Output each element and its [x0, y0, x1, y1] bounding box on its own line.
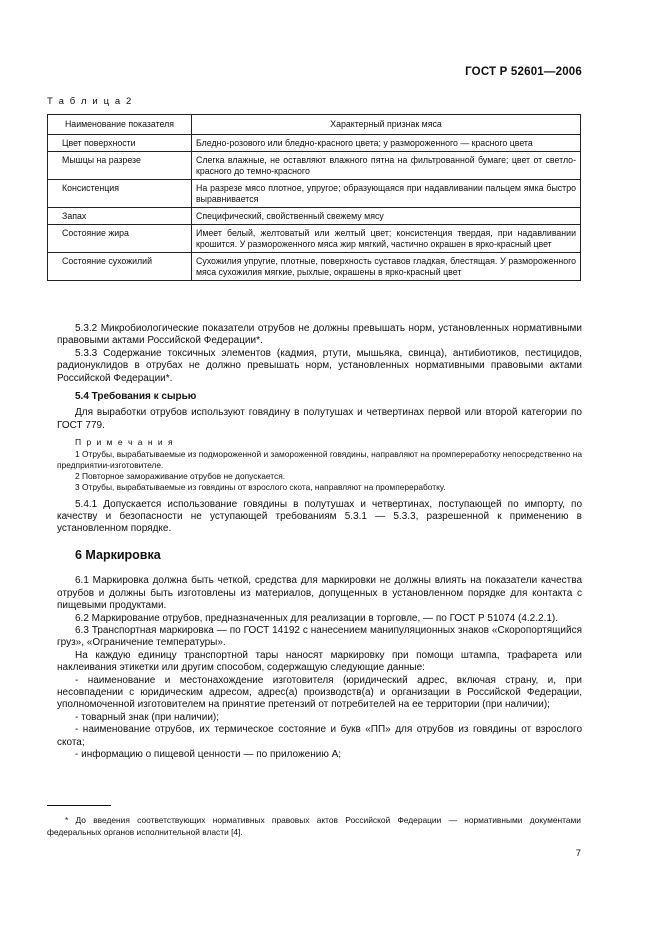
- paragraph-5-4: Для выработки отрубов используют говядину в полутушах и четвертинах первой или второй категории по ГОСТ 779.: [57, 407, 582, 431]
- note-item: 2 Повторное замораживание отрубов не допускается.: [75, 470, 286, 481]
- table-cell-value: Сухожилия упругие, плотные, поверхность суставов гладкая, блестящая. У размороженного мяса сухожилия мягкие, рыхлые, окрашены в ярко-красный цвет: [192, 253, 581, 281]
- table-cell-name: Консистенция: [48, 180, 192, 208]
- document-number-header: ГОСТ Р 52601—2006: [465, 66, 582, 78]
- list-item: - наименование отрубов, их термическое состояние и букв «ПП» для отрубов из говядины от взрослого скота;: [57, 724, 582, 748]
- table-header-row: [48, 115, 581, 135]
- note-item: 3 Отрубы, вырабатываемые из говядины от взрослого скота, направляют на промпереработку.: [75, 481, 446, 492]
- table-row: [48, 208, 581, 225]
- meat-characteristics-table: [47, 114, 581, 281]
- list-item: - информацию о пищевой ценности — по приложению А;: [75, 748, 342, 760]
- table-cell-name: Состояние сухожилий: [48, 253, 192, 281]
- paragraph-5-3-2: 5.3.2 Микробиологические показатели отрубов не должны превышать норм, установленных нормативными правовыми актами Российской Федерации*.: [57, 323, 582, 347]
- section-heading-5-4: 5.4 Требования к сырью: [75, 391, 197, 403]
- table-row: [48, 135, 581, 152]
- section-heading-6: 6 Маркировка: [75, 547, 161, 562]
- table-cell-value: Имеет белый, желтоватый или желтый цвет; консистенция твердая, при надавливании крошится. У размороженного мяса жир мягкий, частично окрашен в ярко-красный цвет: [192, 225, 581, 253]
- table-cell-value: На разрезе мясо плотное, упругое; образующаяся при надавливании пальцем ямка быстро выравнивается: [192, 180, 581, 208]
- table-cell-value: Бледно-розового или бледно-красного цвета; у размороженного — красного цвета: [192, 135, 581, 152]
- column-header-indicator: Наименование показателя: [48, 115, 192, 135]
- footnote: [47, 815, 581, 838]
- paragraph-6-3-labeling: На каждую единицу транспортной тары наносят маркировку при помощи штампа, трафарета или наклеивания этикетки или другим способом, содержащую следующие данные:: [57, 649, 582, 674]
- table-row: [48, 253, 581, 281]
- paragraph-6-2: 6.2 Маркирование отрубов, предназначенных для реализации в торговле, — по ГОСТ Р 51074 (4.2.2.1).: [75, 612, 559, 624]
- page-number: 7: [575, 848, 581, 859]
- table-cell-value: Слегка влажные, не оставляют влажного пятна на фильтрованной бумаге; цвет от светло-красного до темно-красного: [192, 152, 581, 180]
- table-cell-name: Запах: [48, 208, 192, 225]
- notes-heading: П р и м е ч а н и я: [75, 437, 175, 448]
- note-item: 1 Отрубы, вырабатываемые из подмороженной и замороженной говядины, направляют на промпереработку непосредственно на предприятии-изготовителе.: [57, 448, 582, 470]
- table-cell-name: Состояние жира: [48, 225, 192, 253]
- list-item: - товарный знак (при наличии);: [75, 711, 220, 723]
- table-cell-name: Цвет поверхности: [48, 135, 192, 152]
- table-caption: Т а б л и ц а 2: [47, 96, 133, 107]
- footnote-text: * До введения соответствующих нормативных правовых актов Российской Федерации — нормативными документами федеральных органов исполнительной власти [4].: [47, 815, 581, 837]
- list-item: - наименование и местонахождение изготовителя (юридический адрес, включая страну, и, при несовпадении с юридическим адресом, адрес(а) производств(а) и организации в Российской Федерации, уполномоченной изготовителем на принятие претензий от потребителей на ее территории (при наличии);: [57, 674, 582, 711]
- paragraph-5-4-1: 5.4.1 Допускается использование говядины в полутушах и четвертинах, поступающей по импорту, по качеству и безопасности не уступающей требованиям 5.3.1 — 5.3.3, разрешенной к применению в установленном порядке.: [57, 498, 582, 535]
- table-cell-name: Мышцы на разрезе: [48, 152, 192, 180]
- footnote-divider: [47, 805, 111, 806]
- table-row: [48, 180, 581, 208]
- column-header-feature: Характерный признак мяса: [192, 115, 581, 135]
- body-text: [57, 323, 582, 761]
- paragraph-5-3-3: 5.3.3 Содержание токсичных элементов (кадмия, ртути, мышьяка, свинца), антибиотиков, пестицидов, радионуклидов в отрубах не должно превышать норм, установленных нормативными правовыми актами Российской Федерации*.: [57, 347, 582, 384]
- table-row: [48, 152, 581, 180]
- paragraph-6-3: 6.3 Транспортная маркировка — по ГОСТ 14192 с нанесением манипуляционных знаков «Скоропортящийся груз», «Ограничение температуры».: [57, 624, 582, 649]
- paragraph-6-1: 6.1 Маркировка должна быть четкой, средства для маркировки не должны влиять на показатели качества отрубов и должны быть изготовлены из материалов, допущенных в установленном порядке для контакта с пищевыми продуктами.: [57, 575, 582, 612]
- table-cell-value: Специфический, свойственный свежему мясу: [192, 208, 581, 225]
- table-row: [48, 225, 581, 253]
